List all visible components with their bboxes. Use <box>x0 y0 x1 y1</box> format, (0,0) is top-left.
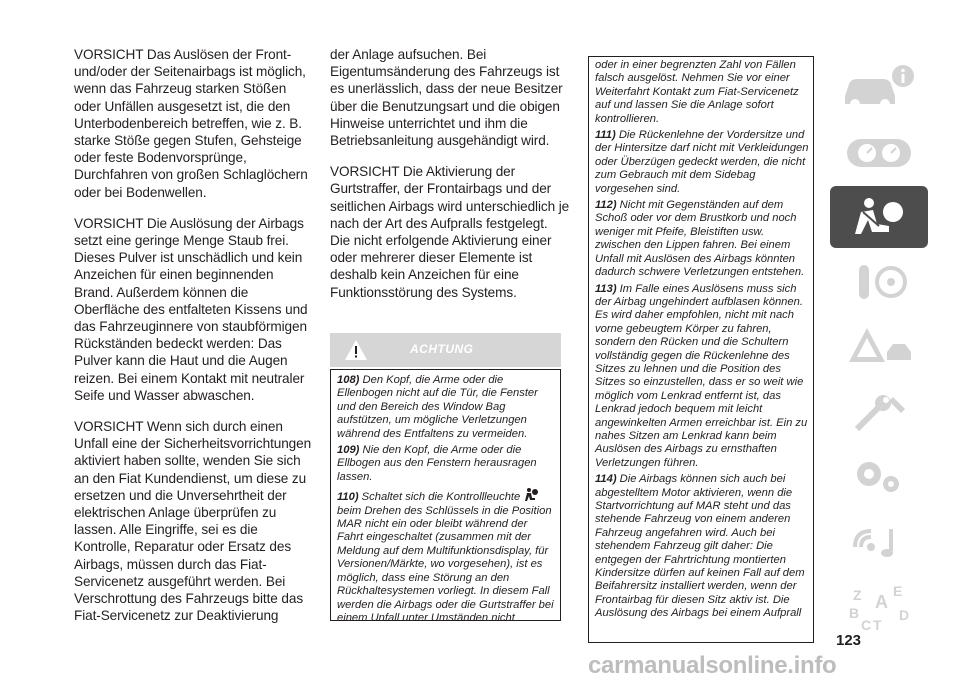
warning-item-108: 108) Den Kopf, die Arme oder die Ellenbogen nicht auf die Tür, die Fenster und den Bereich des Window Bag aufstützen, um mögliche Verletzungen während des Entfaltens zu vermeiden. <box>337 374 538 440</box>
car-info-icon <box>839 62 919 112</box>
svg-text:E: E <box>893 583 903 599</box>
starting-key-icon <box>839 257 919 307</box>
warning-item-109: 109) Nie den Kopf, die Arme oder die Ellbogen aus den Fenstern herausragen lassen. <box>337 444 537 483</box>
svg-text:C: C <box>861 617 872 632</box>
warning-box-2 <box>588 56 814 643</box>
tab-starting[interactable] <box>830 251 928 313</box>
paragraph-5: VORSICHT Die Aktivierung der Gurtstraffer, der Frontairbags und der seitlichen Airbags wird unterschiedlich je nach der Art des Aufpralls festgelegt. Die nicht erfolgende Aktivierung einer oder mehrerer dieser Elemente ist deshalb kein Anzeichen für eine Funktionsstörung des Systems. <box>330 164 570 300</box>
warning-item-114: 114) Die Airbags können sich auch bei abgestelltem Motor aktivieren, wenn die Startvorrichtung auf MAR steht und das stehende Fahrzeug von einem anderen Fahrzeug angefahren wird. Auch bei stehendem Fahrzeug gilt daher: Die entgegen der Fahrtrichtung montierten Kindersitze dürfen auf keinen Fall auf dem Beifahrersitz installiert werden, wenn der Frontairbag für diesen Sitz aktiv ist. Die Auslösung des Airbags bei einem Aufprall <box>595 473 805 620</box>
paragraph-1: VORSICHT Das Auslösen der Front- und/oder der Seitenairbags ist möglich, wenn das Fahrzeug starken Stößen oder Unfällen ausgesetzt ist, die den Unterbodenbereich betreffen, wie z. B. starke Stöße gegen Stufen, Gehsteige oder feste Bodenvorsprünge, Durchfahren von großen Schlaglöchern oder bei Bodenwellen. <box>74 47 308 200</box>
warning-continued-text: oder in einer begrenzten Zahl von Fällen falsch ausgelöst. Nehmen Sie vor einer Weiterfahrt Kontakt zum Fiat-Servicenetz auf und lassen Sie die Anlage sofort kontrollieren. <box>595 59 799 125</box>
tab-dashboard[interactable] <box>830 121 928 183</box>
warning-item-112: 112) Nicht mit Gegenständen auf dem Schoß oder vor dem Brustkorb und noch weniger mit Pfeife, Bleistiften usw. zwischen den Lippen fahren. Bei einem Unfall mit Auslösen des Airbags könnten dadurch schwere Verletzungen entstehen. <box>595 199 805 279</box>
maintenance-tools-icon <box>839 387 919 437</box>
warning-box-1 <box>330 369 561 624</box>
page-number: 123 <box>836 632 862 649</box>
text-column-2 <box>330 46 570 315</box>
multimedia-icon <box>839 517 919 567</box>
technical-data-icon <box>839 452 919 502</box>
airbag-warning-light-icon <box>523 487 539 503</box>
tab-emergency[interactable] <box>830 316 928 378</box>
chapter-tabs <box>830 56 928 641</box>
text-column-1 <box>74 46 314 639</box>
tab-technical-data[interactable] <box>830 446 928 508</box>
tab-multimedia[interactable] <box>830 511 928 573</box>
warning-title: ACHTUNG <box>410 342 474 356</box>
warning-item-111: 111) Die Rückenlehne der Vordersitze und der Hintersitze darf nicht mit Verkleidungen oder Überzügen gedeckt werden, die nicht zum Gebrauch mit dem Sidebag vorgesehen sind. <box>595 129 809 195</box>
warning-item-110: 110) Schaltet sich die Kontrollleuchte beim Drehen des Schlüssels in die Position MAR nicht ein oder bleibt während der Fahrt eingeschaltet (zusammen mit der Meldung auf dem Multifunktionsdisplay, für Versionen/Märkte, wo vorgesehen), ist es möglich, dass eine Störung an den Rückhaltesystemen vorliegt. In diesem Fall werden die Airbags oder die Gurtstraffer bei einem Unfall unter Umständen nicht <box>337 487 556 625</box>
warning-item-113: 113) Im Falle eines Auslösens muss sich der Airbag ungehindert aufblasen können. Es wird daher empfohlen, nicht mit nach vorne gebeugtem Körper zu fahren, sondern den Rücken und die Schultern vollständig gegen die Rückenlehne des Sitzes zu lehnen und die Position des Sitzes so einzustellen, dass er so weit wie möglich vom Lenkrad entfernt ist, das Lenkrad jedoch bequem mit leicht angewinkelten Armen erreichbar ist. Ein zu nahes Sitzen am Lenkrad kann beim Auslösen des Airbags zu ernsthaften Verletzungen führen. <box>595 282 808 469</box>
warning-triangle-icon <box>344 339 368 361</box>
paragraph-4: der Anlage aufsuchen. Bei Eigentumsänderung des Fahrzeugs ist es unerlässlich, dass der neue Besitzer über die Benutzungsart und die obigen Hinweise unterrichtet und ihm die Betriebsanleitung ausgehändigt wird. <box>330 47 563 149</box>
dashboard-gauge-icon <box>839 127 919 177</box>
tab-maintenance[interactable] <box>830 381 928 443</box>
tab-car-info[interactable] <box>830 56 928 118</box>
warning-header <box>330 333 561 367</box>
tab-index[interactable] <box>830 576 928 638</box>
index-alphabet-icon <box>839 582 919 632</box>
paragraph-2: VORSICHT Die Auslösung der Airbags setzt eine geringe Menge Staub frei. Dieses Pulver ist unschädlich und kein Anzeichen für einen beginnenden Brand. Außerdem können die Oberfläche des entfalteten Kissens und das Fahrzeuginnere von staubförmigen Rückständen bedeckt werden: Das Pulver kann die Haut und die Augen reizen. Bei einem Kontakt mit neutraler Seife und Wasser abwaschen. <box>74 215 308 403</box>
safety-airbag-icon <box>839 192 919 242</box>
svg-text:T: T <box>873 617 882 632</box>
svg-text:A: A <box>875 592 888 612</box>
svg-text:B: B <box>849 605 860 621</box>
tab-safety[interactable] <box>830 186 928 248</box>
watermark: carmanualsonline.info <box>588 652 837 679</box>
warning-road-icon <box>839 322 919 372</box>
paragraph-3: VORSICHT Wenn sich durch einen Unfall eine der Sicherheitsvorrichtungen aktiviert haben sollte, wenden Sie sich an den Fiat Kundendienst, um diese zu ersetzen und die Unversehrtheit der elektrischen Anlage überprüfen zu lassen. Alle Eingriffe, sei es die Kontrolle, Reparatur oder Ersatz des Airbags, müssen durch das Fiat-Servicenetz ausgeführt werden. Bei Verschrottung des Fahrzeugs bitte das Fiat-Servicenetz zur Deaktivierung <box>74 419 312 624</box>
svg-text:D: D <box>899 607 910 623</box>
svg-text:Z: Z <box>853 587 862 603</box>
